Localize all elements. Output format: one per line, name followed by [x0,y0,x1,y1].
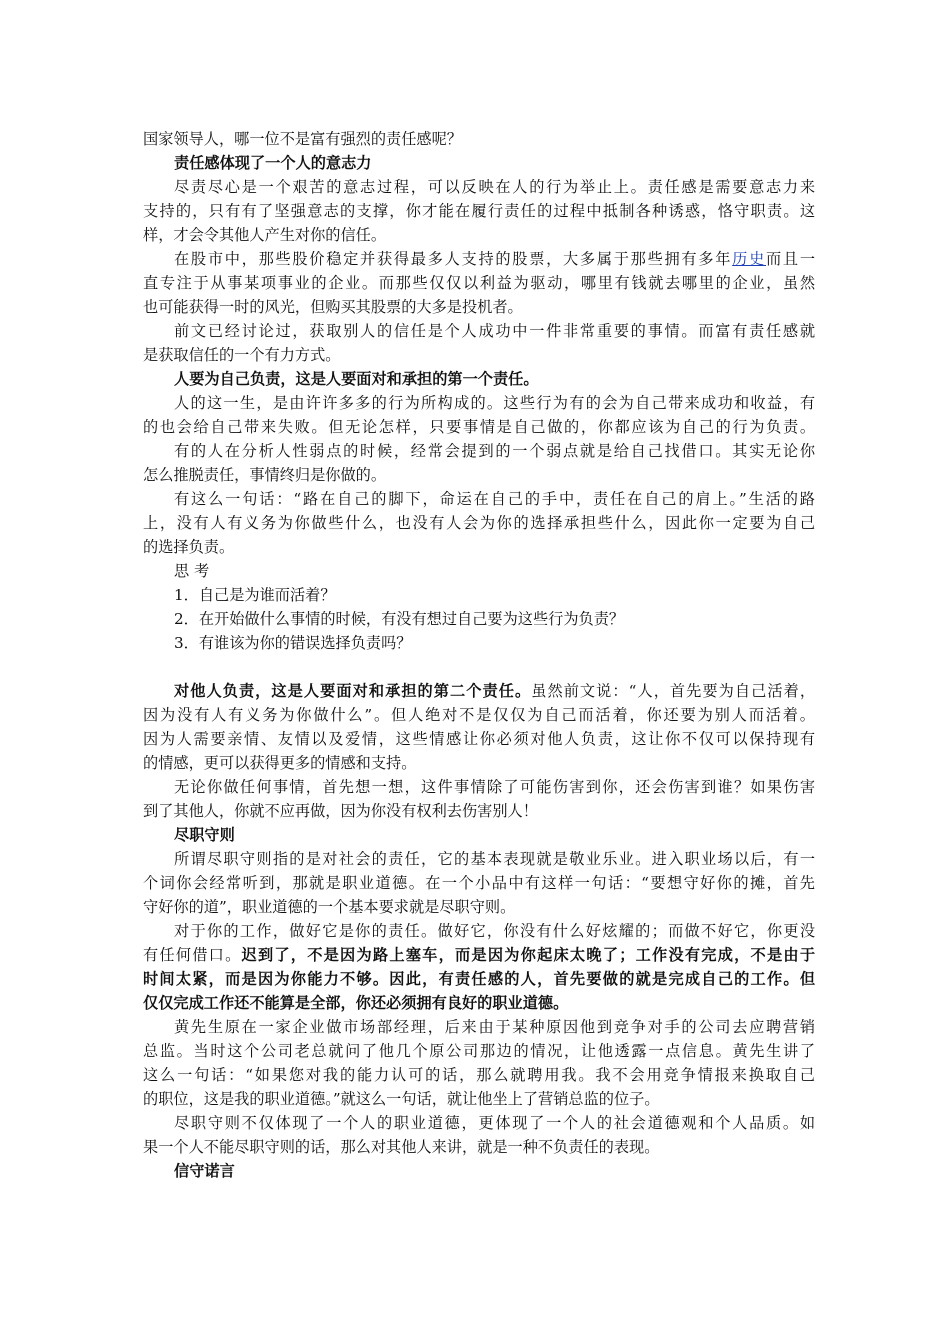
text-line: 所谓尽职守则指的是对社会的责任，它的基本表现就是敬业乐业。进入职业场以后，有一 [174,850,815,868]
text-span: 虽然前文说：“人，首先要为自己活着， [531,682,815,700]
text-line: 到了其他人，你就不应再做，因为你没有权利去伤害别人！ [143,802,538,820]
text-span: 有任何借口。 [143,946,242,964]
text-line: 上，没有人有义务为你做些什么，也没有人会为你的选择承担些什么，因此你一定要为自己 [143,514,815,532]
text-line: 是获取信任的一个有力方式。 [143,346,341,364]
paragraph-line [143,679,815,703]
text-line: 守好你的道”，职业道德的一个基本要求就是尽职守则。 [143,898,516,916]
document-page [143,127,815,1183]
text-line: 样，才会令其他人产生对你的信任。 [143,226,386,244]
text-line: 尽责尽心是一个艰苦的意志过程，可以反映在人的行为举止上。责任感是需要意志力来 [174,178,815,196]
section-heading: 尽职守则 [174,826,235,844]
text-line: 的职位，这是我的职业道德。”就这么一句话，就让他坐上了营销总监的位子。 [143,1090,660,1108]
text-line: 有这么一句话：“路在自己的脚下，命运在自己的手中，责任在自己的肩上。”生活的路 [174,490,815,508]
text-line: 直专注于从事某项事业的企业。而那些仅仅以利益为驱动，哪里有钱就去哪里的企业，虽然 [143,274,815,292]
think-label: 思 考 [174,562,210,580]
history-link[interactable]: 历史 [732,250,766,268]
blank-line [143,655,815,679]
text-line: 总监。当时这个公司老总就问了他几个原公司那边的情况，让他透露一点信息。黄先生讲了 [143,1042,815,1060]
text-span: 而且一 [766,250,815,268]
text-line: 尽职守则不仅体现了一个人的职业道德，更体现了一个人的社会道德观和个人品质。如 [174,1114,815,1132]
text-line: 因为人需要亲情、友情以及爱情，这些情感让你必须对他人负责，这让你不仅可以保持现有 [143,730,815,748]
question-item: 2．在开始做什么事情的时候，有没有想过自己要为这些行为负责？ [174,610,625,628]
bold-line: 仅仅完成工作还不能算是全部，你还必须拥有良好的职业道德。 [143,994,569,1012]
text-line: 个词你会经常听到，那就是职业道德。在一个小品中有这样一句话：“要想守好你的摊，首先 [143,874,815,892]
bold-span: 对他人负责，这是人要面对和承担的第二个责任。 [174,682,532,700]
section-heading: 责任感体现了一个人的意志力 [174,154,372,172]
text-span: 在股市中，那些股价稳定并获得最多人支持的股票，大多属于那些拥有多年 [174,250,733,268]
text-line: 有的人在分析人性弱点的时候，经常会提到的一个弱点就是给自己找借口。其实无论你 [174,442,815,460]
text-line: 也可能获得一时的风光，但购买其股票的大多是投机者。 [143,298,523,316]
paragraph-line [143,943,815,967]
text-line: 人的这一生，是由许许多多的行为所构成的。这些行为有的会为自己带来成功和收益，有 [174,394,815,412]
text-line: 的也会给自己带来失败。但无论怎样，只要事情是自己做的，你都应该为自己的行为负责。 [143,418,815,436]
text-line: 支持的，只有有了坚强意志的支撑，你才能在履行责任的过程中抵制各种诱惑，恪守职责。这 [143,202,815,220]
section-heading: 信守诺言 [174,1162,235,1180]
text-line: 前文已经讨论过，获取别人的信任是个人成功中一件非常重要的事情。而富有责任感就 [174,322,815,340]
text-line: 无论你做任何事情，首先想一想，这件事情除了可能伤害到你，还会伤害到谁？如果伤害 [174,778,815,796]
text-line: 国家领导人，哪一位不是富有强烈的责任感呢？ [143,130,462,148]
section-heading: 人要为自己负责，这是人要面对和承担的第一个责任。 [174,370,539,388]
bold-span: 迟到了，不是因为路上塞车，而是因为你起床太晚了；工作没有完成，不是由于 [241,946,815,964]
text-line: 因为没有人有义务为你做什么”。但人绝对不是仅仅为自己而活着，你还要为别人而活着。 [143,706,815,724]
text-line: 黄先生原在一家企业做市场部经理，后来由于某种原因他到竞争对手的公司去应聘营销 [174,1018,815,1036]
text-line: 的选择负责。 [143,538,235,556]
question-item: 1．自己是为谁而活着？ [174,586,336,604]
text-line: 怎么推脱责任，事情终归是你做的。 [143,466,386,484]
text-line: 的情感，更可以获得更多的情感和支持。 [143,754,417,772]
text-line: 对于你的工作，做好它是你的责任。做好它，你没有什么好炫耀的；而做不好它，你更没 [174,922,815,940]
question-item: 3．有谁该为你的错误选择负责吗？ [174,634,412,652]
text-line: 这么一句话：“如果您对我的能力认可的话，那么就聘用我。我不会用竞争情报来换取自己 [143,1066,815,1084]
text-line: 果一个人不能尽职守则的话，那么对其他人来讲，就是一种不负责任的表现。 [143,1138,660,1156]
bold-line: 时间太紧，而是因为你能力不够。因此，有责任感的人，首先要做的就是完成自己的工作。但 [143,970,815,988]
paragraph-line [143,247,815,271]
